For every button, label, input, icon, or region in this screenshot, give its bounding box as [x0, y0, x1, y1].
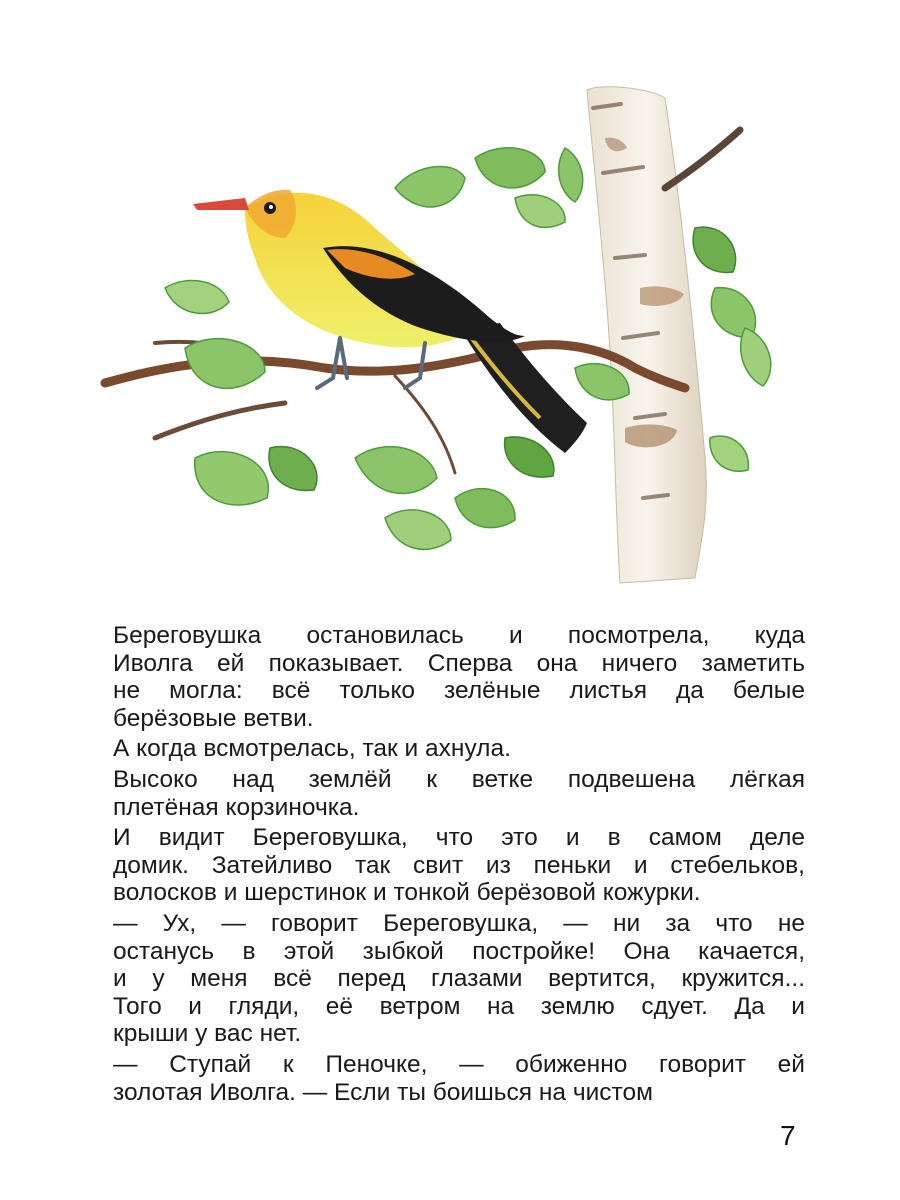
story-line: А когда всмотрелась, так и ахнула.: [113, 735, 511, 763]
story-line: Высоко над землёй к ветке подвешена лёгкая: [113, 765, 805, 793]
story-line: золотая Иволга. — Если ты боишься на чистом: [113, 1078, 653, 1106]
story-line: крыши у вас нет.: [113, 1020, 302, 1048]
birch-trunk: [587, 87, 706, 583]
story-paragraph: [113, 910, 805, 1048]
story-line: домик. Затейливо так свит из пеньки и стебельков,: [113, 851, 805, 879]
story-line: Иволга ей показывает. Сперва она ничего заметить: [113, 649, 805, 677]
story-line: и у меня всё перед глазами вертится, кружится...: [113, 965, 805, 993]
upper-twig: [665, 130, 740, 188]
story-line: берёзовые ветви.: [113, 704, 314, 732]
story-paragraph: [113, 735, 805, 763]
story-paragraph: [113, 824, 805, 907]
page-number: 7: [780, 1120, 796, 1151]
story-line: И видит Береговушка, что это и в самом деле: [113, 824, 805, 852]
story-paragraph: [113, 766, 805, 821]
story-line: останусь в этой зыбкой постройке! Она качается,: [113, 937, 805, 965]
illustration-oriole-on-birch: [95, 78, 795, 588]
story-text: [113, 622, 805, 1109]
story-paragraph: [113, 622, 805, 732]
story-line: Того и гляди, её ветром на землю сдует. Да и: [113, 992, 805, 1020]
story-line: Береговушка остановилась и посмотрела, куда: [113, 622, 805, 649]
story-line: не могла: всё только зелёные листья да белые: [113, 677, 805, 705]
story-line: волосков и шерстинок и тонкой берёзовой кожурки.: [113, 879, 701, 907]
story-line: — Ух, — говорит Береговушка, — ни за что не: [113, 909, 805, 937]
golden-oriole-bird: [193, 190, 587, 453]
story-line: плетёная корзиночка.: [113, 793, 360, 821]
story-paragraph: [113, 1051, 805, 1106]
story-line: — Ступай к Пеночке, — обиженно говорит ей: [113, 1050, 805, 1078]
